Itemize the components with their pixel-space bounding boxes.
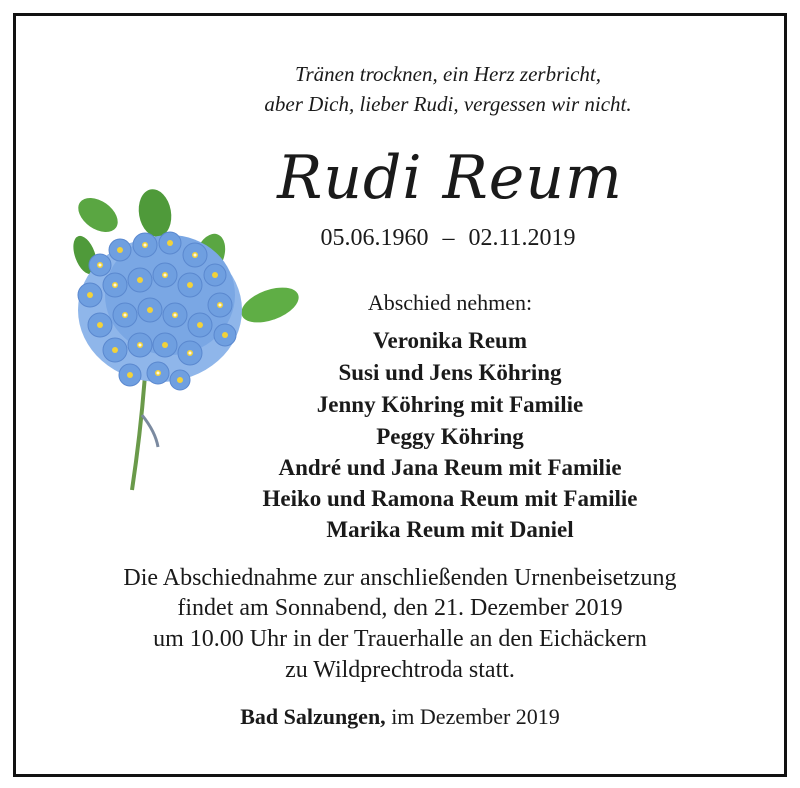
signoff	[0, 706, 800, 728]
ceremony-line: findet am Sonnabend, den 21. Dezember 2019	[177, 595, 623, 621]
signoff-place: Bad Salzungen,	[240, 704, 386, 729]
mourner-item: Peggy Köhring	[376, 424, 524, 449]
mourner-item: Marika Reum mit Daniel	[326, 517, 574, 542]
ceremony-line: zu Wildprechtroda statt.	[285, 657, 515, 683]
verse-line-1: Tränen trocknen, ein Herz zerbricht,	[294, 62, 602, 86]
mourner-item: Susi und Jens Köhring	[338, 360, 562, 385]
death-date: 02.11.2019	[468, 225, 576, 251]
mourner-item: André und Jana Reum mit Familie	[278, 455, 622, 480]
verse-line-2: aber Dich, lieber Rudi, vergessen wir nicht.	[264, 92, 632, 116]
mourners-heading: Abschied nehmen:	[367, 290, 533, 315]
deceased-name: Rudi Reum	[277, 143, 623, 213]
ceremony-line: um 10.00 Uhr in der Trauerhalle an den Eichäckern	[153, 626, 647, 652]
mourner-item: Veronika Reum	[373, 328, 527, 353]
birth-date: 05.06.1960	[320, 225, 429, 251]
mourner-item: Jenny Köhring mit Familie	[316, 392, 584, 417]
date-dash: –	[442, 225, 455, 251]
signoff-date: im Dezember 2019	[391, 704, 560, 729]
ceremony-line: Die Abschiednahme zur anschließenden Urnenbeisetzung	[123, 565, 677, 591]
mourner-item: Heiko und Ramona Reum mit Familie	[262, 486, 638, 511]
life-dates	[48, 226, 800, 250]
